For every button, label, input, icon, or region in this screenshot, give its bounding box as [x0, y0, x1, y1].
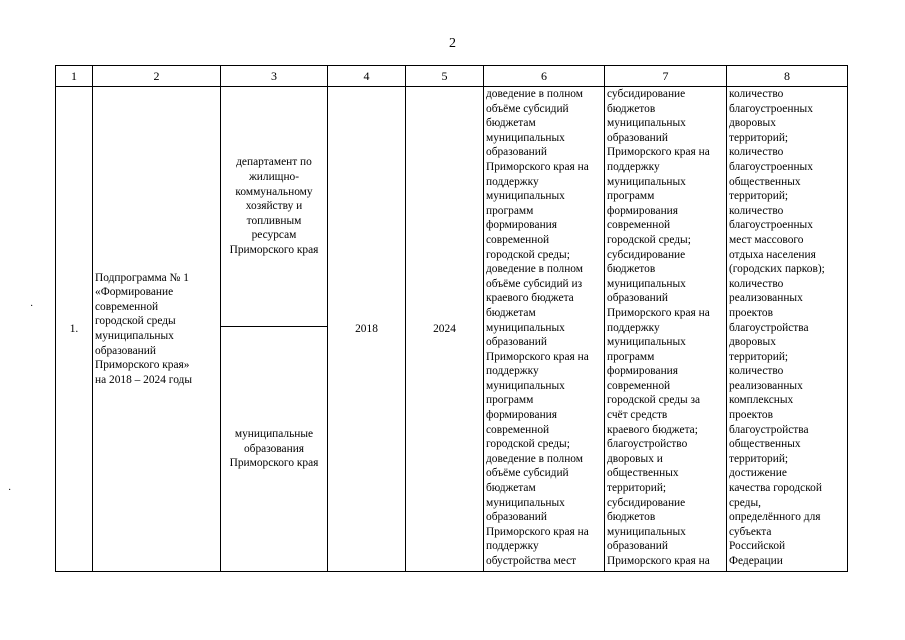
row-number: [56, 87, 93, 572]
header-col-3: 3: [221, 66, 328, 87]
scan-speck: ·: [30, 301, 34, 312]
program-name: Подпрограмма № 1 «Формирование современной городской среды муниципальных образований Приморского края» на 2018 – 2024 годы: [95, 271, 193, 386]
program-name-cell: [93, 87, 221, 572]
program-table: [55, 65, 848, 572]
header-col-4: 4: [328, 66, 406, 87]
end-year: 2024: [433, 322, 456, 335]
end-year-cell: [406, 87, 484, 572]
header-col-2: 2: [93, 66, 221, 87]
col8-text: количество благоустроенных дворовых территорий; количество благоустроенных общественных территорий; количество благоустроенных мест массового отдыха населения (городских парков); количество реализованных проектов благоустройства дворовых территорий; количество реализованных комплексных проектов благоустройства общественных территорий; достижение качества городской среды, определённого для субъекта Российской Федерации: [729, 88, 825, 567]
col7-cell: [605, 87, 727, 572]
col8-cell: [727, 87, 848, 572]
table-row: [56, 87, 848, 327]
row-number-text: 1.: [69, 322, 79, 335]
header-col-5: 5: [406, 66, 484, 87]
executor-cell-1: [221, 87, 328, 327]
executor-cell-2: [221, 327, 328, 572]
executor-2: муниципальные образования Приморского края: [229, 428, 319, 470]
page-number: 2: [449, 36, 456, 51]
header-col-8: 8: [727, 66, 848, 87]
col6-text: доведение в полном объёме субсидий бюджетам муниципальных образований Приморского края на поддержку муниципальных программ формирования современной городской среды; доведение в полном объёме субсидий из краевого бюджета бюджетам муниципальных образований Приморского края на поддержку муниципальных программ формирования современной городской среды; доведение в полном объёме субсидий бюджетам муниципальных образований Приморского края на поддержку обустройства мест: [486, 88, 589, 567]
col6-cell: [484, 87, 605, 572]
executor-1: департамент по жилищно- коммунальному хозяйству и топливным ресурсам Приморского края: [229, 156, 319, 256]
header-row: [56, 66, 848, 87]
header-col-1: 1: [56, 66, 93, 87]
header-col-6: 6: [484, 66, 605, 87]
start-year: 2018: [355, 322, 378, 335]
scan-speck: ·: [8, 485, 12, 496]
col7-text: субсидирование бюджетов муниципальных образований Приморского края на поддержку муниципальных программ формирования современной городской среды; субсидирование бюджетов муниципальных образований Приморского края на поддержку муниципальных программ формирования современной городской среды за счёт средств краевого бюджета; благоустройство дворовых и общественных территорий; субсидирование бюджетов муниципальных образований Приморского края на: [607, 88, 710, 567]
start-year-cell: [328, 87, 406, 572]
header-col-7: 7: [605, 66, 727, 87]
